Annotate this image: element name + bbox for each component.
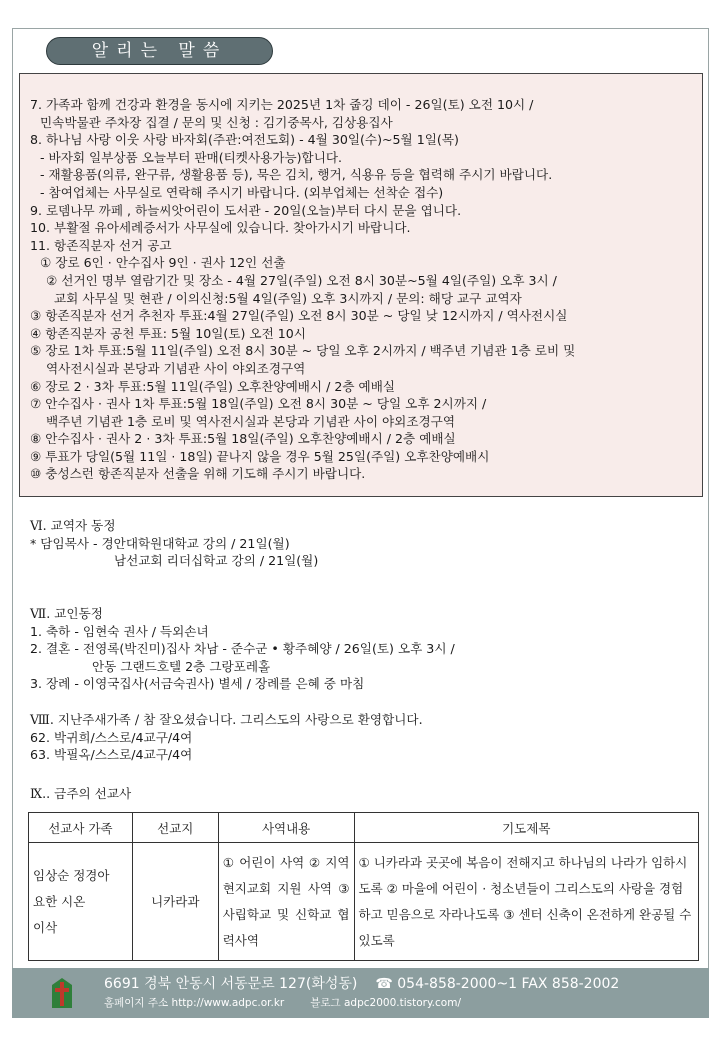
notice-line: ② 선거인 명부 열람기간 및 장소 - 4월 27일(주일) 오전 8시 30분~5월 4일(주일) 오후 3시 / [46,272,557,288]
footer [12,968,709,1018]
newcomers-line: 63. 박필옥/스스로/4교구/4여 [30,747,193,763]
family-name: 이삭 [33,919,58,935]
staff-line: * 담임목사 - 경안대학원대학교 강의 / 21일(월) [30,535,290,551]
members-line: 1. 축하 - 임현숙 권사 / 득외손녀 [30,623,209,639]
column-header: 사역내용 [218,813,354,843]
newcomers-section [30,711,423,764]
missionary-section [30,785,131,803]
column-header: 선교지 [132,813,218,843]
notice-line: - 참여업체는 사무실로 연락해 주시기 바랍니다. (외부업체는 선착순 접수) [40,184,444,200]
family-name: 임상순 정경아 [33,867,110,883]
missionary-heading: Ⅸ.. 금주의 선교사 [30,786,132,801]
notice-line: 역사전시실과 본당과 기념관 사이 야외조경구역 [46,360,306,376]
staff-line: 남선교회 리더십학교 강의 / 21일(월) [114,553,319,569]
phone-text: ☎ 054-858-2000~1 FAX 858-2002 [375,976,620,992]
mission-field-cell: 니카라과 [132,843,218,961]
staff-section [30,517,318,570]
members-line: 2. 결혼 - 전영록(박진미)집사 차남 - 준수군 • 황주혜양 / 26일(토) 오후 3시 / [30,641,455,657]
church-logo-icon [50,976,74,1010]
table-row [29,843,699,961]
homepage-link[interactable]: 홈페이지 주소 http://www.adpc.or.kr [104,997,285,1009]
family-name: 요한 시온 [33,893,86,909]
footer-contact [104,974,619,994]
notice-line: ⑨ 투표가 당일(5월 11일 · 18일) 끝나지 않을 경우 5월 25일(주일) 오후찬양예배시 [30,448,490,464]
missionary-table [28,812,699,961]
notice-line: 8. 하나님 사랑 이웃 사랑 바자회(주관:여전도회) - 4월 30일(수)~5월 1일(목) [30,132,459,148]
notice-line: 11. 항존직분자 선거 공고 [30,237,172,253]
page-title: 알리는 말씀 [46,37,273,65]
members-line: 3. 장례 - 이영국집사(서금숙권사) 별세 / 장례를 은혜 중 마침 [30,676,365,692]
column-header: 선교사 가족 [29,813,133,843]
notice-line: ① 장로 6인 · 안수집사 9인 · 권사 12인 선출 [40,255,286,271]
staff-heading: Ⅵ. 교역자 동정 [30,518,116,533]
notice-line: ④ 항존직분자 공천 투표: 5월 10일(토) 오전 10시 [30,325,306,341]
column-header: 기도제목 [354,813,698,843]
ministry-cell: ① 어린이 사역 ② 지역 현지교회 지원 사역 ③ 사립학교 및 신학교 협력사역 [218,843,354,961]
newcomers-line: 62. 박귀희/스스로/4교구/4여 [30,729,193,745]
notice-line: ③ 항존직분자 선거 추천자 투표:4월 27일(주일) 오전 8시 30분 ~ 당일 낮 12시까지 / 역사전시실 [30,308,568,324]
notice-line: 백주년 기념관 1층 로비 및 역사전시실과 본당과 기념관 사이 야외조경구역 [46,413,456,429]
prayer-cell: ① 니카라과 곳곳에 복음이 전해지고 하나님의 나라가 임하시도록 ② 마을에 어린이 · 청소년들이 그리스도의 사랑을 경험하고 믿음으로 자라나도록 ③ 센터 신축이 온전하게 완공될 수 있도록 [354,843,698,961]
notice-line: - 재활용품(의류, 완구류, 생활용품 등), 묵은 김치, 행거, 식용유 등을 협력해 주시기 바랍니다. [40,167,553,183]
notice-line: ⑤ 장로 1차 투표:5월 11일(주일) 오전 8시 30분 ~ 당일 오후 2시까지 / 백주년 기념관 1층 로비 및 [30,343,576,359]
blog-link[interactable]: 블로그 adpc2000.tistory.com/ [310,997,461,1009]
address-text: 6691 경북 안동시 서동문로 127(화성동) [104,976,358,992]
notice-line: - 바자회 일부상품 오늘부터 판매(티켓사용가능)합니다. [40,149,343,165]
newcomers-heading: Ⅷ. 지난주새가족 / 참 잘오셨습니다. 그리스도의 사랑으로 환영합니다. [30,712,423,727]
notice-line: 교회 사무실 및 현관 / 이의신청:5월 4일(주일) 오후 3시까지 / 문의: 해당 교구 교역자 [54,290,522,306]
members-heading: Ⅶ. 교인동정 [30,606,103,621]
notice-line: ⑥ 장로 2 · 3차 투표:5월 11일(주일) 오후찬양예배시 / 2층 예배실 [30,378,396,394]
table-header-row [29,813,699,843]
notice-line: ⑩ 충성스런 항존직분자 선출을 위해 기도해 주시기 바랍니다. [30,466,366,482]
members-section [30,605,455,693]
members-line: 안동 그랜드호텔 2층 그랑포레홀 [92,658,271,674]
notice-line: 7. 가족과 함께 건강과 환경을 동시에 지키는 2025년 1차 줍깅 데이 - 26일(토) 오전 10시 / [30,97,534,112]
missionary-family-cell [29,843,133,961]
notice-line: ⑧ 안수집사 · 권사 2 · 3차 투표:5월 18일(주일) 오후찬양예배시 / 2층 예배실 [30,431,456,447]
notice-line: 민속박물관 주차장 집결 / 문의 및 신청 : 김기중목사, 김상용집사 [40,114,393,130]
notice-box [19,73,703,497]
notice-line: 9. 로뎀나무 까페 , 하늘씨앗어린이 도서관 - 20일(오늘)부터 다시 문을 엽니다. [30,202,462,218]
notice-line: 10. 부활절 유아세례증서가 사무실에 있습니다. 찾아가시기 바랍니다. [30,220,411,236]
notice-line: ⑦ 안수집사 · 권사 1차 투표:5월 18일(주일) 오전 8시 30분 ~ 당일 오후 2시까지 / [30,396,487,412]
footer-web [104,996,461,1010]
